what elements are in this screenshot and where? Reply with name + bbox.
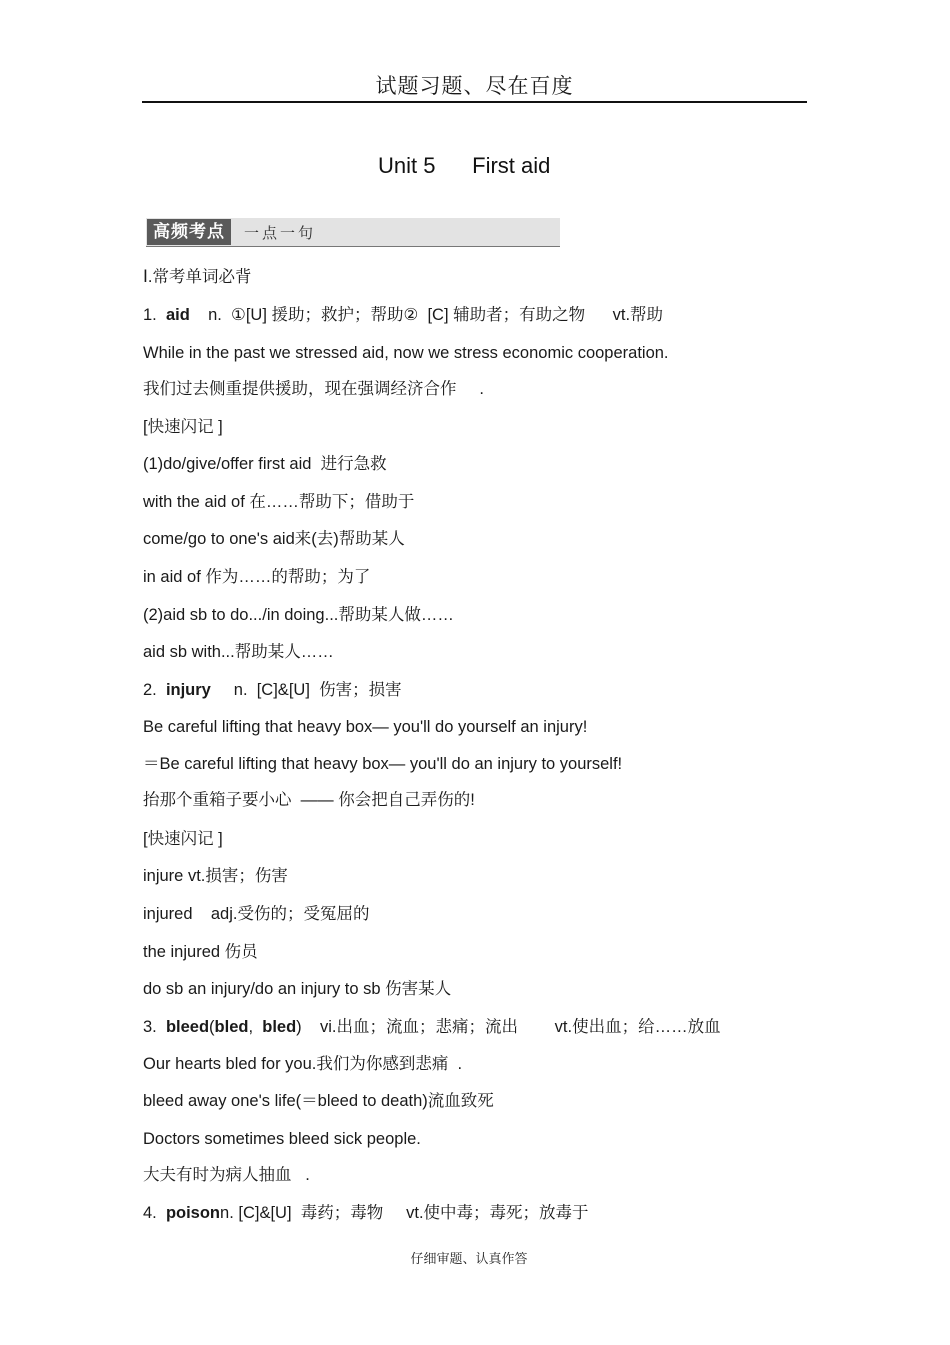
example-sentence: Doctors sometimes bleed sick people. xyxy=(143,1130,421,1148)
phrase-line: the injured 伤员 xyxy=(143,943,258,961)
phrase-line: come/go to one's aid来(去)帮助某人 xyxy=(143,530,405,548)
entry-separator: , xyxy=(248,1018,263,1036)
header-divider xyxy=(142,101,807,103)
entry-word-past: bled xyxy=(214,1018,249,1036)
entry-paren: ( xyxy=(209,1018,215,1036)
entry-word: bleed xyxy=(165,1018,210,1036)
entry-number: 2. xyxy=(143,681,166,699)
memory-tip-heading: [快速闪记 ] xyxy=(143,418,223,436)
example-sentence: While in the past we stressed aid, now we stress economic cooperation. xyxy=(143,344,669,362)
phrase-line: with the aid of 在……帮助下；借助于 xyxy=(143,493,415,511)
vocab-entry-aid xyxy=(143,304,663,326)
phrase-line: injure vt.损害；伤害 xyxy=(143,867,288,885)
example-translation: 我们过去侧重提供援助，现在强调经济合作 . xyxy=(143,380,485,398)
example-translation: 抬那个重箱子要小心 —— 你会把自己弄伤的! xyxy=(143,791,475,809)
phrase-line: aid sb with...帮助某人…… xyxy=(143,643,334,661)
page-header-title: 试题习题、尽在百度 xyxy=(375,74,574,98)
entry-number: 1. xyxy=(143,306,166,324)
phrase-line: (1)do/give/offer first aid 进行急救 xyxy=(143,455,387,473)
phrase-line: (2)aid sb to do.../in doing...帮助某人做…… xyxy=(143,606,454,624)
entry-definition: n. [C]&[U] 毒药；毒物 vt.使中毒；毒死；放毒于 xyxy=(220,1204,589,1222)
entry-word-participle: bled xyxy=(262,1018,297,1036)
memory-tip-heading: [快速闪记 ] xyxy=(143,830,223,848)
banner-subtitle: 一点一句 xyxy=(244,224,317,242)
phrase-line: bleed away one's life(＝bleed to death)流血致死 xyxy=(143,1092,494,1110)
page-footer: 仔细审题、认真作答 xyxy=(410,1252,528,1267)
vocab-entry-poison xyxy=(143,1202,589,1224)
phrase-line: in aid of 作为……的帮助；为了 xyxy=(143,568,371,586)
entry-definition: n. ①[U] 援助；救护；帮助② [C] 辅助者；有助之物 vt.帮助 xyxy=(189,306,664,324)
entry-definition: ) vi.出血；流血；悲痛；流出 vt.使出血；给……放血 xyxy=(296,1018,721,1036)
entry-word: injury xyxy=(165,681,211,699)
banner-tag: 高频考点 xyxy=(147,219,231,245)
entry-word: aid xyxy=(165,306,190,324)
example-translation: 大夫有时为病人抽血 . xyxy=(143,1166,310,1184)
entry-number: 3. xyxy=(143,1018,166,1036)
phrase-line: do sb an injury/do an injury to sb 伤害某人 xyxy=(143,980,452,998)
section-heading: Ⅰ.常考单词必背 xyxy=(143,268,252,286)
document-title: Unit 5 First aid xyxy=(378,153,551,178)
section-banner xyxy=(146,218,560,247)
example-sentence: ＝Be careful lifting that heavy box— you'll do an injury to yourself! xyxy=(143,755,623,773)
entry-number: 4. xyxy=(143,1204,166,1222)
example-sentence: Be careful lifting that heavy box— you'll do yourself an injury! xyxy=(143,718,588,736)
vocab-entry-bleed xyxy=(143,1016,721,1038)
example-sentence: Our hearts bled for you.我们为你感到悲痛 . xyxy=(143,1055,463,1073)
entry-word: poison xyxy=(165,1204,221,1222)
entry-definition: n. [C]&[U] 伤害；损害 xyxy=(210,681,402,699)
vocab-entry-injury xyxy=(143,679,402,701)
phrase-line: injured adj.受伤的；受冤屈的 xyxy=(143,905,370,923)
